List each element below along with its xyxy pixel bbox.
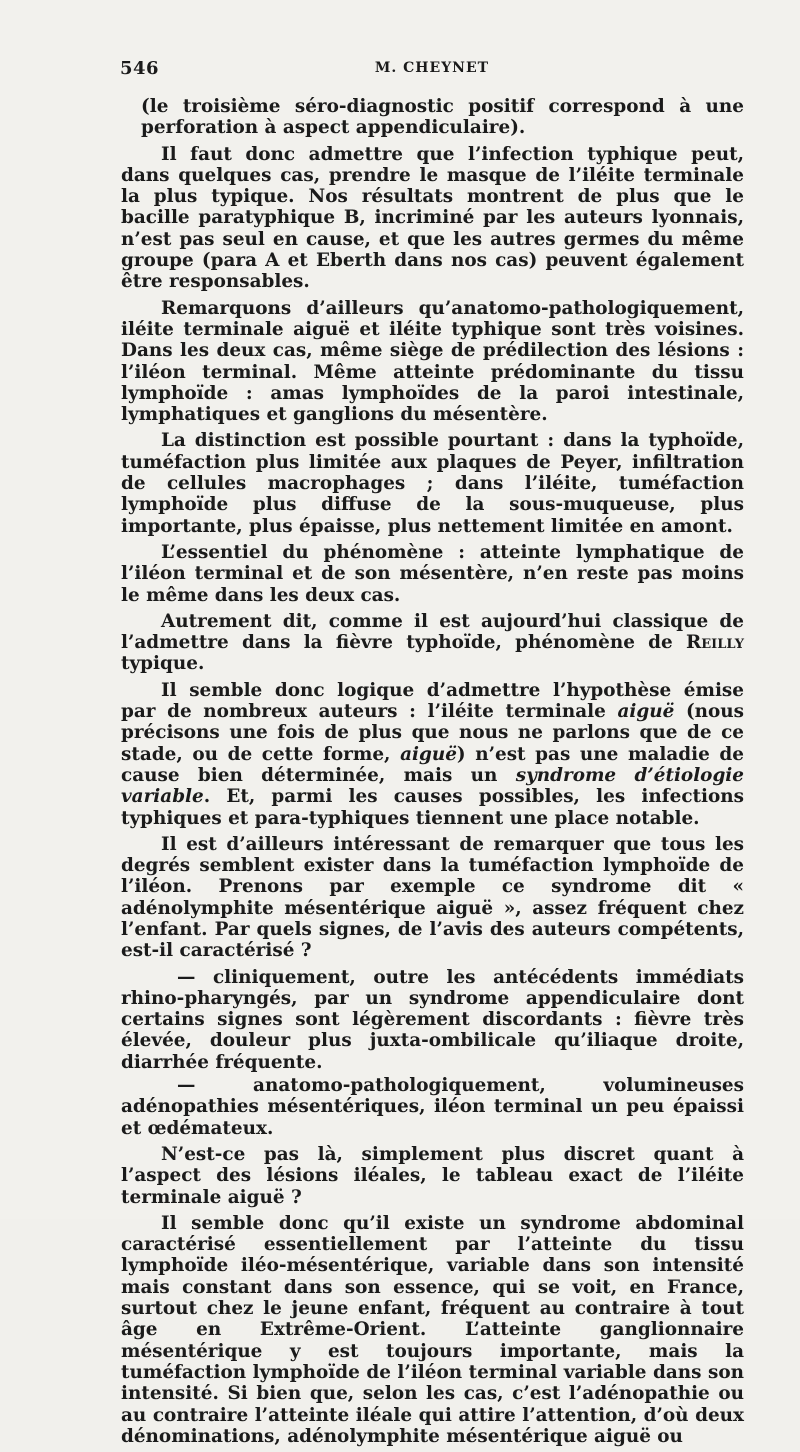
author-name-reilly: Reilly (685, 632, 744, 654)
paragraph-10: Il semble donc qu’il existe un syndrome abdominal caractérisé essentiellement par l’atteinte du tissu lymphoïde iléo-mésentérique, variable dans son intensité mais constant dans son essence, qui se voit, en France, surtout chez le jeune enfant, fréquent au contraire à tout âge en Extrême-Orient. L’atteinte ganglionnaire mésentérique y est toujours importante, mais la tuméfaction lymphoïde de l’iléon terminal variable dans son intensité. Si bien que, selon les cas, c’est l’adénopathie ou au contraire l’atteinte iléale qui attire l’attention, d’où deux dénominations, adénolymphite mésentérique aiguë ou (121, 1212, 744, 1447)
paragraph-3: Remarquons d’ailleurs qu’anatomo-pathologiquement, iléite terminale aiguë et iléite typhique sont très voisines. Dans les deux cas, même siège de prédilection des lésions : l’iléon terminal. Même atteinte prédominante du tissu lymphoïde : amas lymphoïdes de la paroi intestinale, lymphatiques et ganglions du mésentère. (121, 297, 744, 426)
paragraph-9: N’est-ce pas là, simplement plus discret quant à l’aspect des lésions iléales, le tableau exact de l’iléite terminale aiguë ? (121, 1143, 744, 1208)
paragraph-7-text-1: Il semble donc logique d’admettre l’hypothèse émise par de nombreux auteurs : l’iléite terminale (121, 679, 744, 723)
paragraph-7-italic-1: aiguë (617, 701, 675, 723)
paragraph-7-text-3: ) n’est pas une maladie de cause bien déterminée, mais un (121, 743, 744, 786)
page-number: 546 (120, 58, 160, 79)
paragraph-5: L’essentiel du phénomène : atteinte lymphatique de l’iléon terminal et de son mésentère, n’en reste pas moins le même dans les deux cas. (121, 541, 744, 606)
paragraph-8: Il est d’ailleurs intéressant de remarquer que tous les degrés semblent exister dans la tuméfaction lymphoïde de l’iléon. Prenons par exemple ce syndrome dit « adénolymphite mésentérique aiguë », assez fréquent chez l’enfant. Par quels signes, de l’avis des auteurs compétents, est-il caractérisé ? (121, 833, 744, 962)
paragraph-7-text-2: (nous précisons une fois de plus que nous ne parlons que de ce stade, ou de cette forme, (121, 701, 745, 765)
paragraph-6-text-after: typique. (121, 653, 205, 675)
list-item-clinical: — cliniquement, outre les antécédents immédiats rhino-pharyngés, par un syndrome appendiculaire dont certains signes sont légèrement discordants : fièvre très élevée, douleur plus juxta-ombilicale qu’iliaque droite, diarrhée fréquente. (121, 966, 744, 1073)
paragraph-7-italic-2: aiguë (400, 743, 457, 765)
paragraph-4: La distinction est possible pourtant : dans la typhoïde, tuméfaction plus limitée aux plaques de Peyer, infiltration de cellules macrophages ; dans l’iléite, tuméfaction lymphoïde plus diffuse de la sous-muqueuse, plus importante, plus épaisse, plus nettement limitée en amont. (121, 430, 744, 537)
paragraph-6 (121, 611, 744, 675)
page-header (120, 58, 744, 84)
paragraph-1: (le troisième séro-diagnostic positif correspond à une perforation à aspect appendiculaire). (141, 96, 744, 139)
running-head: M. CHEYNET (374, 60, 490, 76)
list-item-anatomo-pathological: — anatomo-pathologiquement, volumineuses adénopathies mésentériques, iléon terminal un peu épaissi et œdémateux. (121, 1075, 744, 1139)
body-text (121, 96, 744, 1452)
paragraph-6-text-before: Autrement dit, comme il est aujourd’hui classique de l’admettre dans la fièvre typhoïde, phénomène de (121, 610, 744, 654)
paragraph-7-text-4: . Et, parmi les causes possibles, les infections typhiques et para-typhiques tiennent une place notable. (121, 786, 744, 829)
paragraph-7 (121, 680, 744, 829)
paragraph-2: Il faut donc admettre que l’infection typhique peut, dans quelques cas, prendre le masque de l’iléite terminale la plus typique. Nos résultats montrent de plus que le bacille paratyphique B, incriminé par les auteurs lyonnais, n’est pas seul en cause, et que les autres germes du même groupe (para A et Eberth dans nos cas) peuvent également être responsables. (121, 143, 744, 293)
paragraph-7-italic-3: syndrome d’étiologie variable (121, 764, 744, 808)
